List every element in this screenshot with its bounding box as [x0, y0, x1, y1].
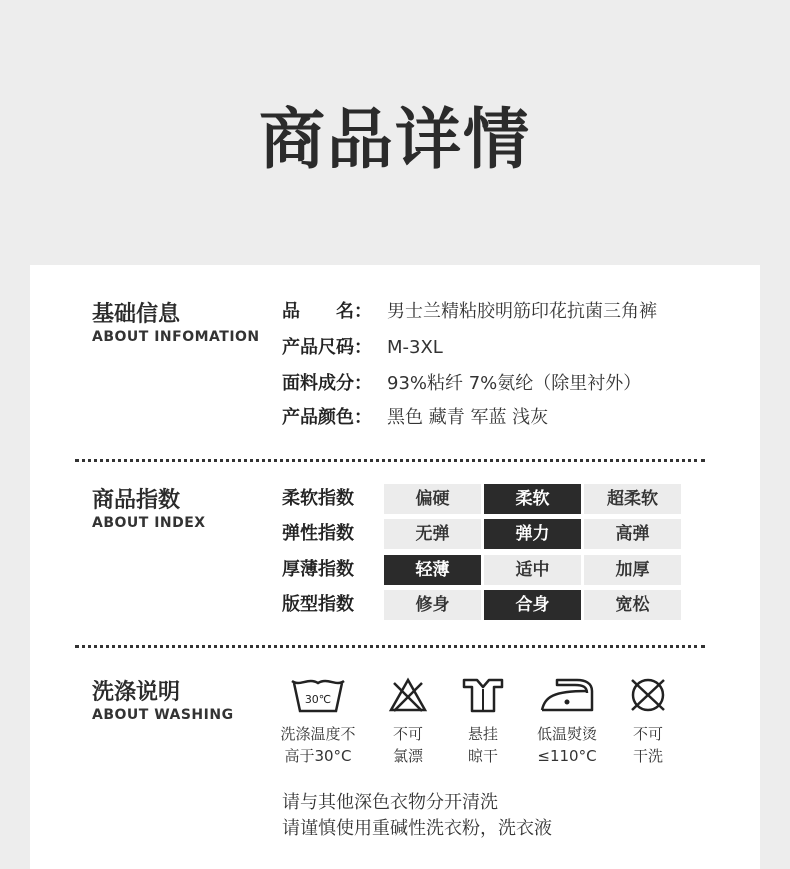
info-label: 产品颜色：	[282, 407, 372, 428]
index-title: 商品指数	[92, 488, 181, 513]
no-bleach-icon	[388, 677, 428, 713]
index-option: 弹力	[484, 519, 581, 549]
info-label: 产品尺码：	[282, 337, 372, 358]
index-option: 高弹	[584, 519, 681, 549]
no-dry-clean-icon	[627, 677, 669, 713]
wash-caption	[598, 723, 698, 767]
info-label: 面料成分：	[282, 373, 372, 394]
page-title: 商品详情	[259, 101, 531, 178]
wash-caption-line: 晾干	[467, 747, 498, 765]
index-label: 柔软指数	[282, 488, 354, 509]
index-label: 版型指数	[282, 594, 354, 615]
wash-caption-line: 不可	[392, 725, 423, 743]
washing-title: 洗涤说明	[92, 680, 181, 705]
basic-info-subtitle: ABOUT INFOMATION	[92, 329, 260, 345]
washing-heading	[92, 679, 234, 723]
index-option: 无弹	[384, 519, 481, 549]
wash-symbol-dryclean	[598, 677, 698, 767]
wash-caption-line: 低温熨烫	[536, 725, 597, 743]
dotted-divider	[75, 645, 705, 648]
wash-caption-line: 干洗	[632, 747, 663, 765]
hang-dry-icon	[461, 677, 505, 713]
index-option: 加厚	[584, 555, 681, 585]
info-row-size	[282, 333, 443, 363]
wash-symbol-temp	[268, 677, 368, 767]
info-value: M-3XL	[387, 337, 443, 358]
washing-note: 请与其他深色衣物分开清洗	[282, 792, 498, 813]
dotted-divider	[75, 459, 705, 462]
index-option: 合身	[484, 590, 581, 620]
basic-info-heading	[92, 301, 260, 345]
wash-caption-line: 悬挂	[467, 725, 498, 743]
index-heading	[92, 487, 206, 531]
info-value: 男士兰精粘胶明筋印花抗菌三角裤	[387, 301, 657, 322]
wash-30c-icon	[290, 677, 346, 713]
index-option: 偏硬	[384, 484, 481, 514]
index-option: 宽松	[584, 590, 681, 620]
index-option: 柔软	[484, 484, 581, 514]
info-row-name	[282, 297, 657, 327]
basic-info-title: 基础信息	[92, 302, 181, 327]
washing-note: 请谨慎使用重碱性洗衣粉，洗衣液	[282, 818, 552, 839]
index-label: 弹性指数	[282, 523, 354, 544]
wash-caption-line: ≤110°C	[537, 747, 597, 765]
index-subtitle: ABOUT INDEX	[92, 515, 206, 531]
index-option: 适中	[484, 555, 581, 585]
wash-caption-line: 高于30°C	[284, 747, 352, 765]
wash-caption	[268, 723, 368, 767]
wash-caption-line: 洗涤温度不	[280, 725, 356, 743]
info-value: 黑色 藏青 军蓝 浅灰	[387, 407, 549, 428]
wash-tub-text: 30℃	[304, 693, 332, 706]
info-label: 品 名：	[282, 301, 372, 322]
index-label: 厚薄指数	[282, 559, 354, 580]
info-row-fabric	[282, 369, 641, 399]
detail-card	[30, 265, 760, 869]
info-row-color	[282, 403, 548, 433]
index-option: 修身	[384, 590, 481, 620]
index-option: 轻薄	[384, 555, 481, 585]
iron-low-icon	[539, 677, 595, 713]
info-value: 93%粘纤 7%氨纶（除里衬外）	[387, 373, 642, 394]
wash-caption-line: 不可	[632, 725, 663, 743]
washing-subtitle: ABOUT WASHING	[92, 707, 234, 723]
wash-caption-line: 氯漂	[392, 747, 423, 765]
index-option: 超柔软	[584, 484, 681, 514]
